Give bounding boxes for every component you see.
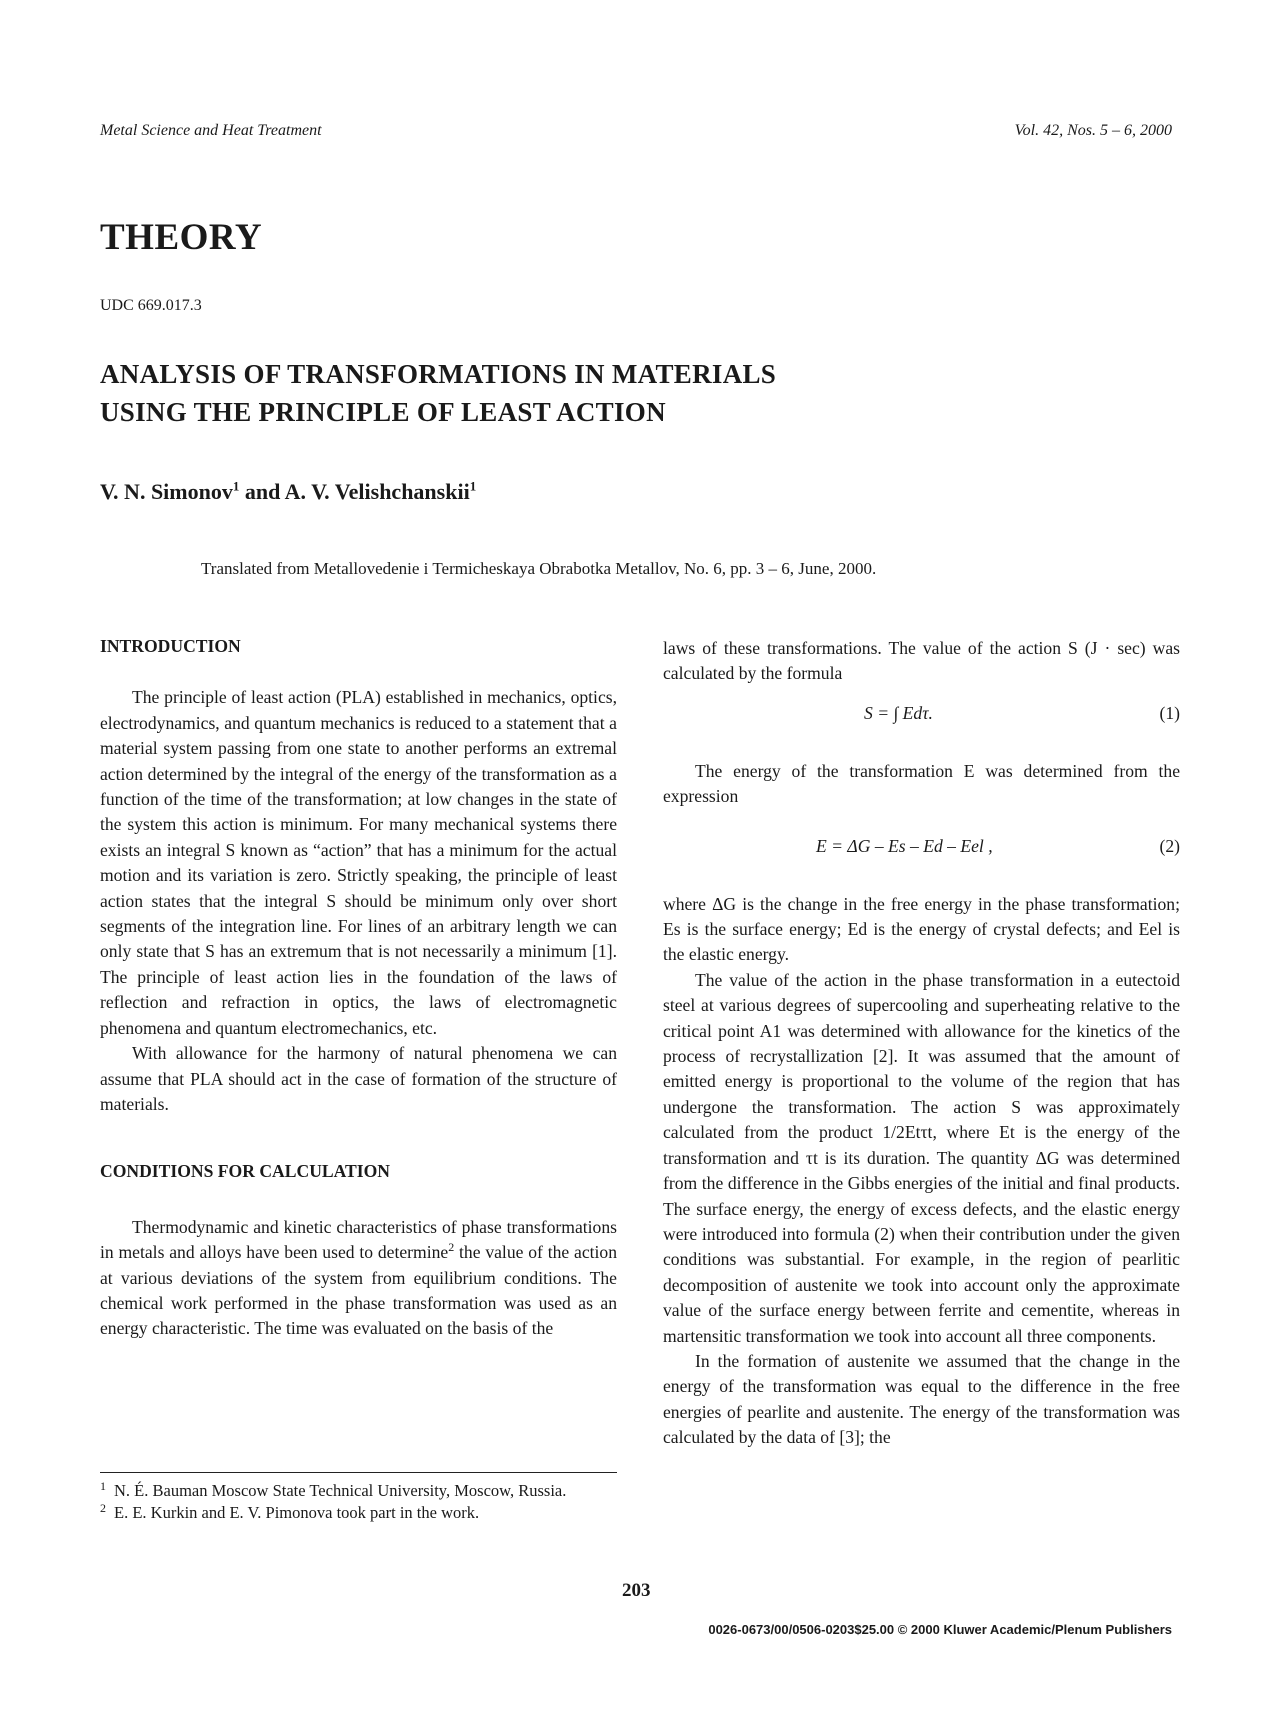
footnote-1-text: N. É. Bauman Moscow State Technical University, Moscow, Russia. bbox=[114, 1481, 567, 1500]
paper-title-line-2: USING THE PRINCIPLE OF LEAST ACTION bbox=[100, 397, 666, 427]
affiliation-mark: 1 bbox=[232, 478, 240, 494]
equation-2-number: (2) bbox=[1159, 835, 1180, 856]
author-conjunction: and bbox=[239, 479, 285, 504]
paper-title bbox=[100, 355, 776, 431]
udc-code: UDC 669.017.3 bbox=[100, 297, 202, 314]
footnote-divider bbox=[100, 1472, 617, 1473]
conditions-text-b: the value of the action at various deviations of the system from equilibrium conditions. The chemical work performed in the phase transformation was used as an energy characteristic. The time was evaluated on the basis of the bbox=[100, 1242, 617, 1339]
introduction-heading: INTRODUCTION bbox=[100, 636, 241, 656]
footnotes bbox=[100, 1480, 617, 1524]
right-paragraph-4: The value of the action in the phase transformation in a eutectoid steel at various degrees of supercooling and superheating relative to the critical point A1 was determined with allowance for the kinetics of the process of recrystallization [2]. It was assumed that the amount of emitted energy is proportional to the volume of the region that has undergone the transformation. The action S was approximately calculated from the product 1/2Etτt, where Et is the energy of the transformation and τt is its duration. The quantity ΔG was determined from the difference in the Gibbs energies of the initial and final products. The surface energy, the energy of excess defects, and the elastic energy were introduced into formula (2) when their contribution under the given conditions was substantial. For example, in the region of pearlitic decomposition of austenite we took into account only the approximate value of the surface energy between ferrite and cementite, whereas in martensitic transformation we took into account all three components. bbox=[663, 969, 1180, 1346]
equation-2 bbox=[663, 810, 1180, 882]
left-column bbox=[100, 636, 617, 1342]
section-title: THEORY bbox=[100, 217, 263, 258]
equation-2-expression: E = ΔG – Es – Ed – Eel , bbox=[816, 835, 993, 856]
right-paragraph-1: laws of these transformations. The value of the action S (J · sec) was calculated by the formula bbox=[663, 638, 1180, 684]
footnote-2-mark: 2 bbox=[100, 1500, 106, 1515]
right-column bbox=[663, 636, 1180, 1451]
author-2: A. V. Velishchanskii bbox=[284, 479, 470, 504]
conditions-heading: CONDITIONS FOR CALCULATION bbox=[100, 1161, 391, 1182]
equation-1 bbox=[663, 687, 1180, 745]
right-paragraph-3: where ΔG is the change in the free energy in the phase transformation; Es is the surface energy; Ed is the energy of crystal defects; and Eel is the elastic energy. bbox=[663, 893, 1180, 965]
translation-note: Translated from Metallovedenie i Termicheskaya Obrabotka Metallov, No. 6, pp. 3 – 6, June, 2000. bbox=[201, 559, 877, 578]
paper-title-line-1: ANALYSIS OF TRANSFORMATIONS IN MATERIALS bbox=[100, 359, 777, 389]
copyright-line: 0026-0673/00/0506-0203$25.00 © 2000 Kluwer Academic/Plenum Publishers bbox=[708, 1622, 1172, 1637]
conditions-text-a: Thermodynamic and kinetic characteristics of phase transformations in metals and alloys have been used to determine bbox=[100, 1216, 617, 1263]
equation-1-expression: S = ∫ Edτ. bbox=[864, 702, 933, 723]
equation-1-number: (1) bbox=[1159, 702, 1180, 723]
footnote-2-text: E. E. Kurkin and E. V. Pimonova took part in the work. bbox=[114, 1503, 480, 1522]
journal-name: Metal Science and Heat Treatment bbox=[100, 122, 322, 139]
right-paragraph-2: The energy of the transformation E was determined from the expression bbox=[663, 760, 1180, 807]
page-number: 203 bbox=[622, 1580, 651, 1601]
footnote-1 bbox=[100, 1480, 617, 1502]
author-1: V. N. Simonov bbox=[100, 479, 233, 504]
footnote-2 bbox=[100, 1502, 617, 1524]
conditions-paragraph-1 bbox=[100, 1215, 617, 1342]
intro-paragraph-1: The principle of least action (PLA) established in mechanics, optics, electrodynamics, and quantum mechanics is reduced to a statement that a material system passing from one state to another performs an extremal action determined by the integral of the energy of the transformation as a function of the time of the transformation; at low changes in the state of the system this action is minimum. For many mechanical systems there exists an integral S known as “action” that has a minimum for the actual motion and its variation is zero. Strictly speaking, the principle of least action states that the integral S should be minimum only over short segments of the integration line. For lines of an arbitrary length we can only state that S has an extremum that is not necessarily a minimum [1]. The principle of least action lies in the foundation of the laws of reflection and refraction in optics, the laws of electromagnetic phenomena and quantum electromechanics, etc. bbox=[100, 687, 617, 1038]
authors bbox=[100, 479, 476, 505]
intro-paragraph-2: With allowance for the harmony of natural phenomena we can assume that PLA should act in the case of formation of the structure of materials. bbox=[100, 1043, 617, 1114]
footnote-mark: 2 bbox=[448, 1240, 455, 1255]
right-paragraph-5: In the formation of austenite we assumed that the change in the energy of the transformation was equal to the difference in the free energies of pearlite and austenite. The energy of the transformation was calculated by the data of [3]; the bbox=[663, 1350, 1180, 1448]
footnote-1-mark: 1 bbox=[100, 1478, 106, 1493]
volume-info: Vol. 42, Nos. 5 – 6, 2000 bbox=[1014, 122, 1172, 139]
affiliation-mark: 1 bbox=[469, 478, 477, 494]
